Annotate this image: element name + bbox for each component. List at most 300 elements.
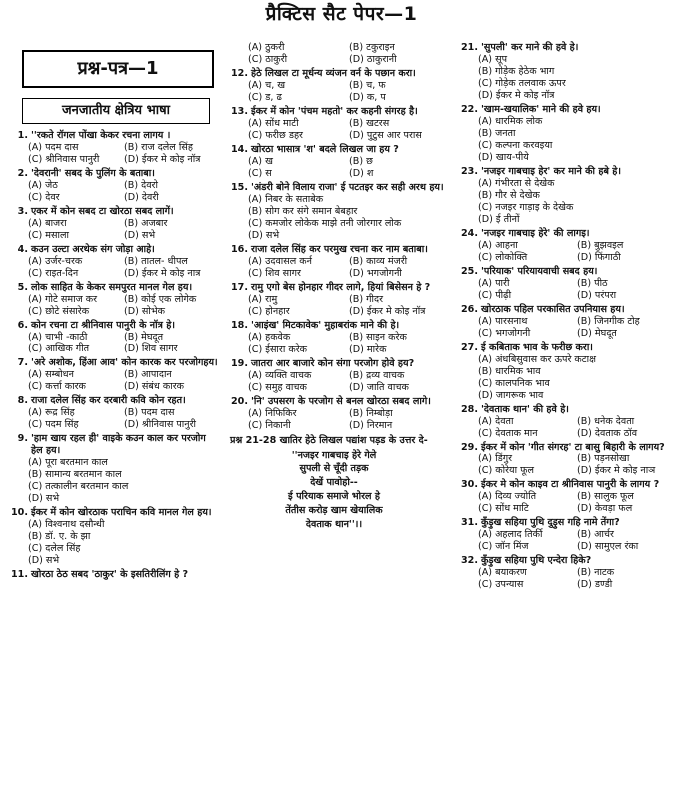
options [228,80,450,104]
answer-option: (B) डॉ. ए. के झा [28,531,91,543]
answer-option: (C) छोटे संसारेक [28,305,90,317]
answer-option: (D) फिंगाठी [577,251,621,263]
answer-option: (A) सूप [478,53,508,65]
answer-option: (A) हकवेक [248,331,291,343]
question-item [228,106,450,142]
question-text: कुँड़ुख सहिया पुथि एन्देरा हिके? [481,555,592,567]
question-item [8,282,220,318]
column-middle [228,42,450,532]
section-heading: जनजातीय क्षेत्रिय भाषा [22,98,210,124]
answer-option: (D) सोभेक [124,305,166,317]
question-number: 28. [461,403,478,415]
answer-option: (A) गंभीरता से देखेक [478,177,555,189]
answer-option: (C) देवताक मान [478,427,538,439]
question-item [8,130,220,166]
question-text-row [458,228,676,240]
answer-option: (D) ईकर मे कोइ नॉत्र [124,153,201,165]
answer-option: (B) गीदर [349,293,384,305]
question-number: 4. [17,243,28,255]
question-item [458,266,676,302]
options [8,218,220,242]
answer-option: (C) सोंध माटि [478,503,529,515]
answer-option: (A) गोटे समाज कर [28,293,98,305]
question-number: 2. [17,167,28,179]
question-item [8,569,220,581]
question-item [8,433,220,505]
question-item [458,104,676,164]
answer-option: (D) सभे [248,229,280,241]
question-text-row [8,168,220,180]
answer-option: (C) भगजोगनी [478,327,531,339]
answer-option: (B) काव्य मंजरी [349,255,408,267]
question-text: 'नजइर गाबचाइ हेर' कर माने की हबे हे। [481,165,621,177]
answer-option: (B) गोड़ेक हेठेक भाग [478,65,555,77]
answer-option: (D) केवड़ा फल [577,503,633,515]
question-text-row [8,357,220,369]
question-text: राजा दलेल सिंह कर परमुख रचना कर नाम बताबा। [251,243,428,255]
answer-option: (C) जॉन मिंज [478,541,529,553]
answer-option: (B) धनेक देवता [577,415,635,427]
question-text: कउन उल्टा अरथेक संग जोड़ा आहे। [31,243,155,255]
question-text-row [458,517,676,529]
answer-option: (D) शिव सागर [124,343,178,355]
answer-option: (D) क, प [349,91,386,103]
question-number: 17. [231,281,248,293]
question-text-row [458,555,676,567]
options [228,156,450,180]
answer-option: (B) देवरो [124,179,158,191]
answer-option: (B) जिनगीक टोह [577,315,640,327]
column-right [458,42,676,593]
question-text: खोरठा ठेठ सबद 'ठाकुर' के इसतिरीलिंग हे ? [31,569,189,581]
answer-option: (B) बुझवइल [577,239,624,251]
question-number: 18. [231,319,248,331]
question-list-middle [228,42,450,432]
options [458,529,676,553]
answer-option: (C) लोकोक्ति [478,251,528,263]
question-text: 'देवताक थान' की हवे हे। [481,403,569,415]
question-item [228,182,450,242]
question-text-row [228,358,450,370]
answer-option: (C) कल्पना करवइया [478,139,553,151]
question-item [228,396,450,432]
question-text: राजा दलेल सिंह कर दरबारी कवि कोन रहत। [31,395,186,407]
question-item [8,244,220,280]
poem-line: देखें पावोहो-- [310,477,358,489]
answer-option: (C) पदम सिंह [28,419,79,431]
question-item [458,228,676,264]
question-text-row [8,282,220,294]
question-number: 3. [17,205,28,217]
options [8,519,220,567]
column-left [8,42,220,583]
answer-option: (D) सामुएल रंका [577,541,639,553]
answer-option: (C) समुह वाचक [248,381,307,393]
question-text: 'आइंख' मिटकावेक' मुहाबरांक माने की हे। [251,319,400,331]
poem-line: ''नजइर गाबचाइ हेरे गेले [291,449,377,461]
answer-option: (D) सभे [28,555,60,567]
answer-option: (B) तातल- धीपल [124,255,188,267]
question-text-row [458,42,676,54]
answer-option: (B) सामान्य बरतमान काल [28,469,122,481]
question-text-row [8,320,220,332]
answer-option: (A) विश्वनाथ दसौन्धी [28,519,105,531]
answer-option: (A) पूरा बरतमान काल [28,457,108,469]
answer-option: (C) कर्त्ता कारक [28,381,86,393]
question-item [228,144,450,180]
answer-option: (C) कोरेया फूल [478,465,535,477]
answer-option: (A) उदवासल कर्न [248,255,313,267]
question-text: एकर में कोन सबद टा खोरठा सबद लागें। [31,205,174,217]
question-text: 'हाम खाय रहल ही' वाइके कउन काल कर परजोग हेल हय। [31,433,206,457]
answer-option: (B) अजबार [124,217,168,229]
answer-option: (C) ईसारा करेक [248,343,308,355]
answer-option: (C) स [248,167,272,179]
question-text: ईकर में कोन 'पंचम महतो' कर कहनी संगरह है। [251,105,418,117]
answer-option: (A) देवता [478,415,514,427]
answer-option: (D) पुटुस आर परास [349,129,422,141]
question-item [8,168,220,204]
options [228,332,450,356]
options [228,408,450,432]
question-text: 'खाम-खयालिक' माने की हवे हय। [481,103,601,115]
answer-option: (D) सभे [124,229,156,241]
answer-option: (B) साइन करेक [349,331,407,343]
answer-option: (C) ठाकुरी [248,53,288,65]
question-text: खोरठा भासात्र 'श' बदले लिखल जा हय ? [251,143,399,155]
options [8,142,220,166]
answer-option: (D) ईकर मे कोइ नॉत्र [478,89,555,101]
options [8,294,220,318]
question-item [8,395,220,431]
question-text-row [228,68,450,80]
answer-option: (A) उर्जर-चरक [28,255,83,267]
question-item [458,166,676,226]
question-item [458,342,676,402]
question-text-row [228,396,450,408]
answer-option: (B) पड़नसोखा [577,453,630,465]
answer-option: (D) मेघदूत [577,327,617,339]
answer-option: (B) मेघदूत [124,331,164,343]
question-number: 15. [231,181,248,193]
answer-option: (A) धारमिक लोक [478,115,543,127]
question-text-row [8,395,220,407]
answer-option: (B) द्रव्य वाचक [349,369,405,381]
question-text: ईकर में कोन 'गीत संगरह' टा बासु बिहारी के लागय? [481,441,665,453]
question-item [458,555,676,591]
question-item [8,357,220,393]
question-text: जातरा आर बाजारे कोन संगा परजोग होवे हय? [251,357,415,369]
answer-option: (A) बाजरा [28,217,67,229]
question-text-row [8,569,220,581]
page-title: प्रैक्टिस सैट पेपर—1 [265,3,418,25]
answer-option: (D) ईकर मे कोइ नात्र [124,267,201,279]
question-text: 'सुपली' कर माने की हवे हे। [481,42,579,53]
question-text: खोरठाक पहिल परकासित उपनियास हय। [481,303,625,315]
question-number: 16. [231,243,248,255]
answer-option: (D) ई तीनों [478,213,520,225]
question-text: 'नि' उपसरग के परजोग से बनल खोरठा सबद लागे। [251,395,431,407]
answer-option: (D) भगजोगनी [349,267,402,279]
question-number: 12. [231,67,248,79]
answer-option: (A) च, ख [248,79,286,91]
answer-option: (C) दलेल सिंह [28,543,81,555]
question-number: 13. [231,105,248,117]
question-text-row [228,282,450,294]
answer-option: (A) व्यक्ति वाचक [248,369,312,381]
question-number: 8. [17,395,28,407]
question-number: 27. [461,341,478,353]
question-text: हेठे लिखल टा मूर्धन्य व्यंजन वर्न के पछान करा। [251,67,416,79]
answer-option: (D) ठाकुरानी [349,53,397,65]
question-item [228,282,450,318]
question-item [228,244,450,280]
answer-option: (C) कमजोर लोकेक माझे तनी जोरगार लोक [248,217,402,229]
question-number: 21. [461,42,478,53]
answer-option: (D) खाय-पीये [478,151,529,163]
answer-option: (A) निफिकिर [248,407,297,419]
options [458,491,676,515]
question-number: 31. [461,517,478,529]
options [458,567,676,591]
question-text-row [8,130,220,142]
answer-option: (C) पीढ़ी [478,289,512,301]
poem-line: सुपली से चूँदी तड़क [299,463,369,475]
question-text-row [458,166,676,178]
question-number: 23. [461,165,478,177]
paper-heading: प्रश्न-पत्र—1 [22,50,214,88]
answer-option: (B) पदम दास [124,407,175,419]
question-number: 14. [231,143,248,155]
question-item [458,304,676,340]
answer-option: (A) पदम दास [28,141,79,153]
answer-option: (C) फरीछ डहर [248,129,303,141]
options [228,256,450,280]
options [228,118,450,142]
answer-option: (C) राइत-दिन [28,267,79,279]
question-number: 9. [17,433,28,445]
answer-option: (B) नाटक [577,567,615,579]
answer-option: (B) कोई एक लोगेक [124,293,197,305]
poem-passage [218,449,450,532]
question-text-row [458,442,676,454]
answer-option: (D) परंपरा [577,289,617,301]
answer-option: (D) देवताक ठॉव [577,427,638,439]
question-number: 20. [231,395,248,407]
answer-option: (A) रूद्र सिंह [28,407,75,419]
question-item [8,206,220,242]
answer-option: (C) मसाला [28,229,69,241]
answer-option: (A) चाभी -काठी [28,331,88,343]
question-text: 'नजइर गाबचाइ हेरे' की लागइ। [481,227,590,239]
answer-option: (A) रामु [248,293,278,305]
question-text: ईकर में कोन खोरठाक पराचिन कवि मानल गेल हय। [31,507,212,519]
options [458,316,676,340]
question-text-row [8,244,220,256]
answer-option: (D) ईकर मे कोइ नॉत्र [349,305,426,317]
poem-line: ई परियाक समाजे भोरल हे [288,491,380,503]
answer-option: (B) च, फ [349,79,386,91]
answer-option: (C) होनहार [248,305,290,317]
options [8,369,220,393]
question-text: ई कबिताक भाव के फरीछ करा। [481,341,593,353]
answer-option: (A) दिव्य ज्योति [478,491,537,503]
answer-option: (C) गोड़ेक तलवाक ऊपर [478,77,566,89]
options [458,278,676,302]
answer-option: (C) श्रीनिवास पानुरी [28,153,100,165]
answer-option: (D) श [349,167,374,179]
answer-option: (B) निम्बोड़ा [349,407,393,419]
answer-option: (B) सोग कर संगे समान बेबहार [248,205,358,217]
options [458,354,676,402]
question-text-row [458,304,676,316]
answer-option: (A) आहना [478,239,518,251]
question-number: 22. [461,103,478,115]
question-item [228,42,450,66]
answer-option: (A) सोंध माटी [248,117,299,129]
answer-option: (A) ख [248,155,273,167]
question-list-right [458,42,676,591]
question-text: कोन रचना टा श्रीनिवास पानुरी के नॉत्र हे। [31,319,175,331]
question-item [228,320,450,356]
question-number: 26. [461,303,478,315]
poem-line: तेंतीस करोड़ खाम खेयालिक [285,505,383,517]
answer-option: (D) जागरूक भाव [478,389,544,401]
question-text-row [8,206,220,218]
question-number: 32. [461,555,478,567]
question-text-row [228,320,450,332]
options [458,178,676,226]
options [458,54,676,102]
answer-option: (B) गौर से देखेक [478,189,540,201]
question-text-row [228,244,450,256]
question-text-row [458,104,676,116]
options [8,180,220,204]
question-text-row [228,182,450,194]
question-item [8,320,220,356]
question-number: 19. [231,357,248,369]
question-item [458,442,676,478]
answer-option: (A) अंधबिसुवास कर ऊपरे कटाक्ष [478,353,596,365]
answer-option: (C) नजइर गाड़ाइ के देखेक [478,201,574,213]
question-text-row [458,404,676,416]
poem-line: देवताक थान''।। [305,519,363,531]
question-number: 25. [461,265,478,277]
question-text-row [228,106,450,118]
question-number: 5. [17,281,28,293]
answer-option: (B) आपादान [124,369,172,381]
answer-option: (B) छ [349,155,373,167]
options [8,407,220,431]
answer-option: (A) ठुकरी [248,42,285,53]
answer-option: (A) बयाकरण [478,567,527,579]
answer-option: (A) डिंगुर [478,453,513,465]
question-text: ईकर मे कोन काइव टा श्रीनिवास पानुरी के लागय ? [481,479,660,491]
answer-option: (C) तत्कालीन बरतमान काल [28,481,129,493]
options [458,240,676,264]
question-item [458,42,676,102]
question-number: 6. [17,319,28,331]
question-text-row [8,507,220,519]
options [458,453,676,477]
answer-option: (D) निरमान [349,419,393,431]
options [458,116,676,164]
question-text: 'परियाक' परियायवाची सबद हय। [481,265,598,277]
options [228,42,450,66]
options [228,370,450,394]
question-text: ''रकते रॉगल पोंखा केकर रचना लागय । [31,129,171,141]
answer-option: (D) देवरी [124,191,159,203]
question-item [228,68,450,104]
question-text-row [458,479,676,491]
answer-option: (A) अहलाद तिर्की [478,529,543,541]
answer-option: (C) कालपनिक भाव [478,377,550,389]
passage-instruction: प्रश्न 21-28 खातिर हेठे लिखल पद्यांश पड़ड के उत्तर दे- [230,434,428,446]
answer-option: (A) पारसनाथ [478,315,528,327]
answer-option: (C) उपन्यास [478,579,524,591]
answer-option: (B) खटरस [349,117,390,129]
answer-option: (B) सालुक फूल [577,491,634,503]
answer-option: (C) शिव सागर [248,267,301,279]
question-text-row [458,266,676,278]
question-number: 29. [461,441,478,453]
answer-option: (D) जाति वाचक [349,381,409,393]
question-item [458,479,676,515]
question-text: 'अरे अशोक, हिंआ आव' कोन कारक कर परजोगहय। [31,357,218,369]
question-number: 24. [461,227,478,239]
answer-option: (C) आखिक गीत [28,343,90,355]
answer-option: (A) सम्बोधन [28,369,74,381]
question-number: 10. [11,507,28,519]
question-number: 1. [17,129,28,141]
answer-option: (D) डण्डी [577,579,613,591]
answer-option: (A) निबर के सताबेक [248,193,324,205]
question-list-left [8,130,220,581]
options [8,256,220,280]
question-item [458,404,676,440]
options [228,194,450,242]
question-text: लोक साहित के केकर समपुरत मानल गेल हय। [31,281,193,293]
question-item [228,358,450,394]
question-text: 'देवरानी' सबद के पुलिंग के बताबा। [31,167,155,179]
question-item [458,517,676,553]
options [8,332,220,356]
answer-option: (C) देवर [28,191,60,203]
answer-option: (B) जनता [478,127,516,139]
answer-option: (A) पारी [478,277,510,289]
answer-option: (B) पीठ [577,277,608,289]
question-text: रामु एगो बेस होनहार गीदर लागे, हियां बिसेसन हे ? [251,281,431,293]
answer-option: (B) राज दलेल सिंह [124,141,193,153]
answer-option: (B) धारमिक भाव [478,365,541,377]
question-number: 11. [11,569,28,581]
question-text-row [458,342,676,354]
answer-option: (B) आर्चर [577,529,614,541]
question-text: कुँड़ुख सहिया पुथि दुड़ुस गहि नामे तेंगा? [481,517,620,529]
answer-option: (B) टकुराइन [349,42,395,53]
question-number: 30. [461,479,478,491]
question-text-row [8,433,220,457]
answer-option: (D) मारेक [349,343,387,355]
answer-option: (C) ड, ढ [248,91,282,103]
options [458,416,676,440]
answer-option: (D) सभे [28,493,60,505]
answer-option: (D) ईकर मे कोइ नाञ [577,465,656,477]
answer-option: (D) श्रीनिवास पानुरी [124,419,197,431]
answer-option: (A) जेठ [28,179,58,191]
options [228,294,450,318]
answer-option: (C) निकानी [248,419,291,431]
